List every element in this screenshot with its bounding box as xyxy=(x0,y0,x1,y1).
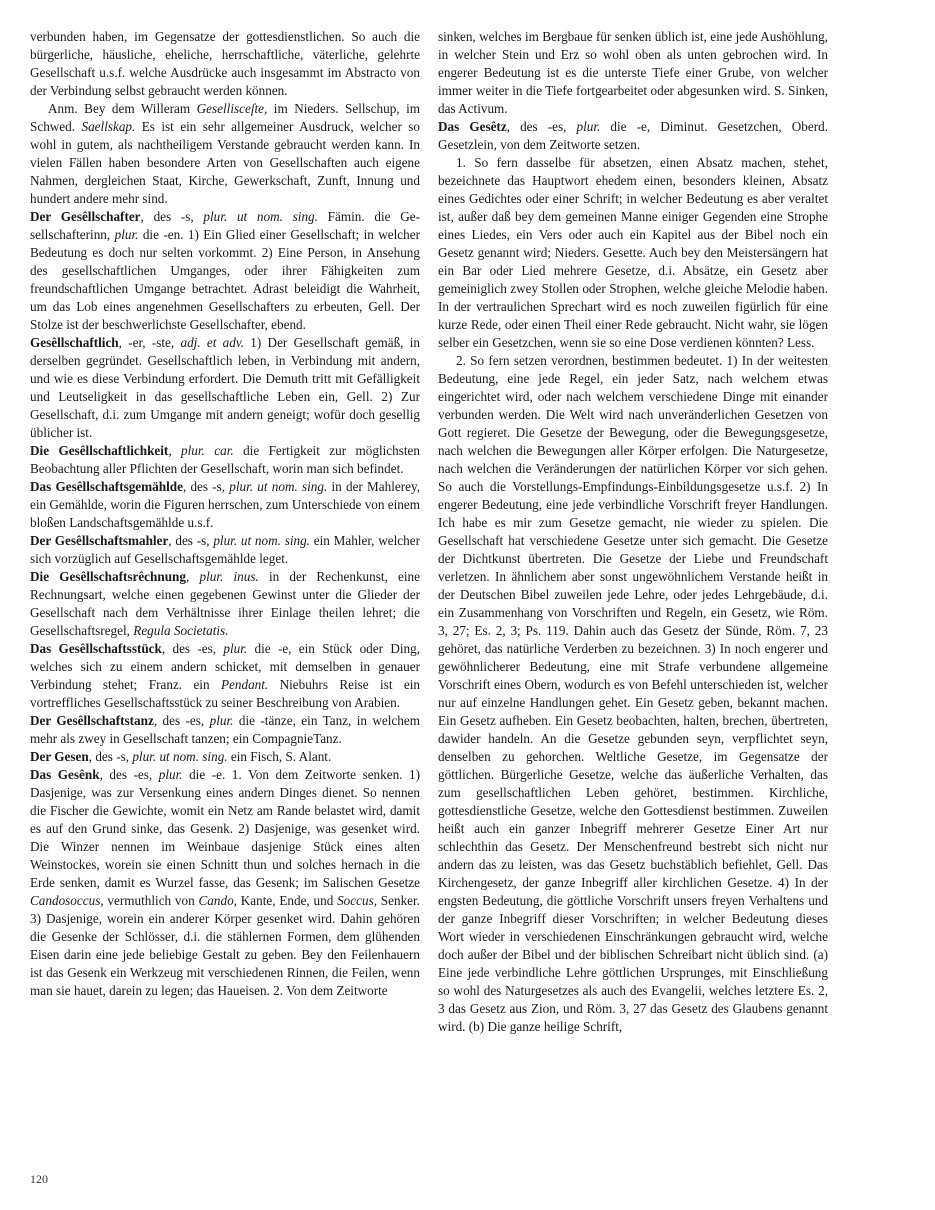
entry-text: sinken, welches im Bergbaue für senken üblich ist, eine jede Aushöhlung, in welcher Stein und Erz so wohl oben als unten gebrochen wird. In engerer Bedeutung ist es die unterste Tiefe einer Grube, von welcher immer weiter in die Tiefe fortgearbeitet oder abgesunken wird. S. Sinken, das Activum. xyxy=(438,29,828,116)
italic-term: plur. inus. xyxy=(199,569,259,584)
entry-text: Anm. Bey dem Willeram xyxy=(48,101,197,116)
dictionary-entry xyxy=(30,568,420,640)
dictionary-entry xyxy=(438,352,828,1036)
entry-text: , des -es, xyxy=(99,767,159,782)
dictionary-entry xyxy=(30,442,420,478)
headword: Das Gesêtz xyxy=(438,119,507,134)
entry-text: verbunden haben, im Gegensatze der gottesdienstlichen. So auch die bürgerliche, häusliche, eheliche, herrschaftliche, väterliche, gelehrte Gesellschaft u.s.f. welche Ausdrücke auch insgesammt im Abstracto von der Verbindung selbst gebraucht werden können. xyxy=(30,29,420,98)
dictionary-entry xyxy=(30,640,420,712)
dictionary-entry xyxy=(30,712,420,748)
entry-text: die Fertigkeit zur möglichsten Beobachtung aller Pflichten der Gesellschaft, worin man sich befindet. xyxy=(30,443,420,476)
entry-text: in der Rechenkunst, eine Rechnungsart, welche einen gegebenen Gewinst unter die Glieder der Gesellschaft nach dem Verhältnisse ihrer Einlage theilen lehret; die Gesellschaftsregel, xyxy=(30,569,420,638)
dictionary-entry xyxy=(30,208,420,334)
italic-term: plur. ut nom. sing. xyxy=(213,533,310,548)
headword: Der Gesêllschaftstanz xyxy=(30,713,154,728)
entry-text: , -er, -ste, xyxy=(118,335,181,350)
dictionary-entry xyxy=(438,154,828,352)
left-column xyxy=(30,28,420,1000)
entry-text: Fämin. die Gesellschafterinn, xyxy=(30,209,420,242)
entry-text: die -e, Diminut. Gesetzchen, Oberd. Gesetzlein, von dem Zeitworte setzen. xyxy=(438,119,828,152)
entry-text: , des -es, xyxy=(506,119,577,134)
headword: Das Gesênk xyxy=(30,767,100,782)
dictionary-entry xyxy=(30,28,420,100)
entry-text: 1. So fern dasselbe für absetzen, einen Absatz machen, stehet, bezeichnete das Hauptwort ehedem einen, besonders kleinen, Absatz eines Gedichtes oder einer Schrift; in welcher Bedeutung es aber veraltet ist, außer daß bey dem gemeinen Manne einiger Gegenden eine Strophe eines Liedes, ein Vers oder auch ein Kapitel aus der Bibel noch ein Gesetz genannt wird; Nieders. Gesette. Auch bey den Meistersängern hat ein Bar oder Lied mehrere Gesetze, d.i. Absätze, ein Gesetz aber gemeiniglich zwey Stollen oder Strophen, welche gleiche Melodie haben. In der vertraulichen Sprechart wird es noch zuweilen figürlich für eine kurze Rede, oder einen Theil einer Rede gebraucht. Nicht wahr, sie lögen selber ein Gesetzchen, wenn sie so eine Dose verdienen könnten? Less. xyxy=(438,155,828,350)
entry-text: Kante, Ende, und xyxy=(236,893,338,908)
headword: Die Gesêllschaftsrêchnung xyxy=(30,569,186,584)
italic-term: Cando, xyxy=(198,893,237,908)
dictionary-entry xyxy=(30,334,420,442)
entry-text: , des -s, xyxy=(168,533,214,548)
entry-text: in der Mahlerey, ein Gemählde, worin die Figuren herrschen, zum Unterschiede von einem bloßen Landschaftsgemählde u.s.f. xyxy=(30,479,421,530)
entry-text: , xyxy=(185,569,200,584)
entry-text: , des -es, xyxy=(161,641,224,656)
headword: Der Gesêllschafter xyxy=(30,209,141,224)
italic-term: plur. ut nom. sing. xyxy=(229,479,328,494)
entry-text: 2. So fern setzen verordnen, bestimmen bedeutet. 1) In der weitesten Bedeutung, eine jede Regel, ein jeder Satz, nach welchem etwas eingerichtet wird, oder nach welchem verschiedene Dinge mit einander verbunden werden. Die Welt wird nach unveränderlichen Gesetzen von Gott regieret. Die Gesetze der Bewegung, oder die Bewegungsgesetze, nach welchen die Bewegungen aller Körper erfolgen. Die Naturgesetze, nach welchen die Veränderungen der natürlichen Körper vor sich gehen. So auch die Vorstellungs-Empfindungs-Einbildungsgesetze u.s.f. 2) In engerer Bedeutung, eine jede verbindliche Vorschrift freyer Handlungen. Ich habe es mir zum Gesetze gemacht, nie wieder zu spielen. Die Gesellschaft hat verschiedene Gesetze unter sich gemacht. Die Gesetze der Dichtkunst übertreten. Die Gesetze der Liebe und Freundschaft verletzen. In ähnlichem aber sonst ungewöhnlichem Verstande heißt in der Deutschen Bibel zuweilen jede Lehre, oder jedes Lehrgebäude, d.i. ein Zusammenhang von Vorschriften und Regeln, ein Gesetz, wie Röm. 3, 27; Es. 2, 3; Ps. 119. Dahin auch das Gesetz der Sünde, Röm. 7, 23 gehöret, das natürliche Verderben zu bezeichnen. 3) In noch engerer und gewöhnlicherer Bedeutung, eine mit Strafe verbundene allgemeine Vorschrift eines Obern, wodurch es von Befehl unterschieden ist, welcher nur auf einzelne Handlungen gehet. Ein Gesetz geben, bekannt machen. Ein Gesetz aufheben. Ein Gesetz beobachten, halten, brechen, übertreten, dawider handeln. An die Gesetze gebunden seyn, verpflichtet seyn, denselben zu gehorchen. Weltliche Gesetze, im Gegensatze der göttlichen. Bürgerliche Gesetze, welche das äußerliche Verhalten, das zum gesellschaftlichen Leben gehöret, bestimmen. Kirchliche, gottesdienstliche Gesetze, welche den Gottesdienst bestimmen. Zuweilen heißt auch ein ganzer Inbegriff mehrerer Gesetze Einer Art nur schlechthin das Gesetz. Der Menschenfreund bestrebt sich nicht nur andern das zu leisten, was das Gesetz buchstäblich befiehlet, Gell. Das Kirchengesetz, der ganze Inbegriff aller kirchlichen Gesetze. 4) In der engsten Bedeutung, die göttliche Vorschrift unsers freyen Verhaltens und der ganze Inbegriff dieser Vorschriften; in welcher Bedeutung dieses Wort wieder in verschiedenen Einschränkungen gebraucht wird, welche doch außer der Bibel und der biblischen Schreibart nicht üblich sind. (a) Eine jede verbindliche Lehre göttlichen Ursprunges, mit Einschließung so wohl des Naturgesetzes als auch des Evangelii, welches letztere Es. 2, 3 das Gesetz aus Zion, und Röm. 3, 27 das Gesetz des Glaubens genannt wird. (b) Die ganze heilige Schrift, xyxy=(438,353,828,1034)
italic-term: plur. xyxy=(209,713,234,728)
entry-text: vermuthlich von xyxy=(103,893,199,908)
headword: Das Gesêllschaftsstück xyxy=(30,641,162,656)
italic-term: plur. xyxy=(576,119,601,134)
entry-text: die -en. 1) Ein Glied einer Gesellschaft; in welcher Bedeutung es doch nur selten vorkommt. 2) Eine Person, in Ansehung des gesellschaftlichen Umganges, oder ihrer Fähigkeiten zum freundschaftlichen Umgange betrachtet. Adrast beleidigt die Wahrheit, um das Lob eines angenehmen Gesellschafters zu erbeuten, Gell. Der Stolze ist der beschwerlichste Gesellschafter, ebend. xyxy=(30,227,420,332)
italic-term: adj. et adv. xyxy=(180,335,245,350)
dictionary-entry xyxy=(30,478,420,532)
page-number: 120 xyxy=(30,1172,48,1186)
entry-text: Niebuhrs Reise ist ein vortreffliches Gesellschaftsstück zu seiner Beschreibung von Arabien. xyxy=(30,677,421,710)
headword: Das Gesêllschaftsgemählde xyxy=(30,479,183,494)
dictionary-entry xyxy=(30,100,420,208)
dictionary-entry xyxy=(438,28,828,118)
italic-term: plur. car. xyxy=(181,443,234,458)
entry-text: , xyxy=(168,443,182,458)
entry-text: die -tänze, ein Tanz, in welchem mehr als zwey in Gesellschaft tanzen; ein CompagnieTanz. xyxy=(30,713,420,746)
entry-text: die -e. 1. Von dem Zeitworte senken. 1) Dasjenige, was zur Versenkung eines andern Dinges dienet. So nennen die Fischer die Gewichte, womit ein Netz am Rande belastet wird, damit es auf den Grund sinke, das Gesenk. 2) Dasjenige, was gesenket wird. Die Winzer nennen im Weinbaue dasjenige Stück eines alten Weinstockes, worein sie einen Schnitt thun und solches hernach in die Erde senken, damit es Wurzel fasse, das Gesenk; im Salischen Gesetze xyxy=(30,767,421,890)
entry-text: Es ist ein sehr allgemeiner Ausdruck, welcher so wohl in gutem, als nachtheiligem Verstande gebraucht werden kann. In vielen Fällen haben besondere Arten von Gesellschaften auch eigene Nahmen, dergleichen Staat, Kirche, Gewerkschaft, Zunft, Innung und hundert andere mehr sind. xyxy=(30,119,420,206)
italic-term: plur. ut nom. sing. xyxy=(132,749,228,764)
entry-text: , des -s, xyxy=(182,479,230,494)
italic-term: Soccus, xyxy=(337,893,377,908)
italic-term: Gesellisceſte, xyxy=(196,101,268,116)
entry-text: im Nieders. Sellschup, im Schwed. xyxy=(30,101,420,134)
dictionary-entry xyxy=(30,748,420,766)
italic-term: plur. xyxy=(158,767,183,782)
headword: Der Gesêllschaftsmahler xyxy=(30,533,169,548)
entry-text: , des -es, xyxy=(153,713,210,728)
dictionary-entry xyxy=(30,766,420,1000)
dictionary-entry xyxy=(30,532,420,568)
entry-text: , des -s, xyxy=(88,749,133,764)
entry-text: , des -s, xyxy=(140,209,204,224)
italic-term: Saellskap. xyxy=(81,119,136,134)
italic-term: plur. ut nom. sing. xyxy=(203,209,318,224)
italic-term: plur. xyxy=(223,641,248,656)
entry-text: die -e, ein Stück oder Ding, welches sich zu einem andern schicket, mit demselben in genauer Verbindung stehet; Franz. ein xyxy=(30,641,420,692)
italic-term: Pendant. xyxy=(220,677,269,692)
entry-text: ein Mahler, welcher sich vorzüglich auf Gesellschaftsgemählde leget. xyxy=(30,533,420,566)
right-column xyxy=(438,28,828,1036)
entry-text: 1) Der Gesellschaft gemäß, in derselben gegründet. Gesellschaftlich leben, in Verbindung mit andern, und wie es diese Verbindung erfordert. Die Demuth tritt mit Gefälligkeit und Leutseligkeit in das gesellschaftliche Leben ein, Gell. 2) Zur Gesellschaft, d.i. zum Umgange mit andern geneigt; wofür doch gesellig üblicher ist. xyxy=(30,335,421,440)
headword: Der Gesen xyxy=(30,749,89,764)
italic-term: Regula Societatis. xyxy=(133,623,229,638)
italic-term: plur. xyxy=(114,227,139,242)
entry-text: ein Fisch, S. Alant. xyxy=(227,749,332,764)
dictionary-entry xyxy=(438,118,828,154)
headword: Die Gesêllschaftlichkeit xyxy=(30,443,169,458)
headword: Gesêllschaftlich xyxy=(30,335,119,350)
entry-text: Senker. 3) Dasjenige, worein ein anderer Körper gesenket wird. Dahin gehören die Gesenke der Schlösser, d.i. die stählernen Formen, dem glühenden Eisen darin eine jede beliebige Gestalt zu geben. Bey den Feilenhauern ist das Gesenk ein Werkzeug mit verschiedenen Rinnen, die Feilen, wenn man sie hauet, darein zu legen; das Haueisen. 2. Von dem Zeitworte xyxy=(30,893,420,998)
italic-term: Candosoccus, xyxy=(30,893,104,908)
